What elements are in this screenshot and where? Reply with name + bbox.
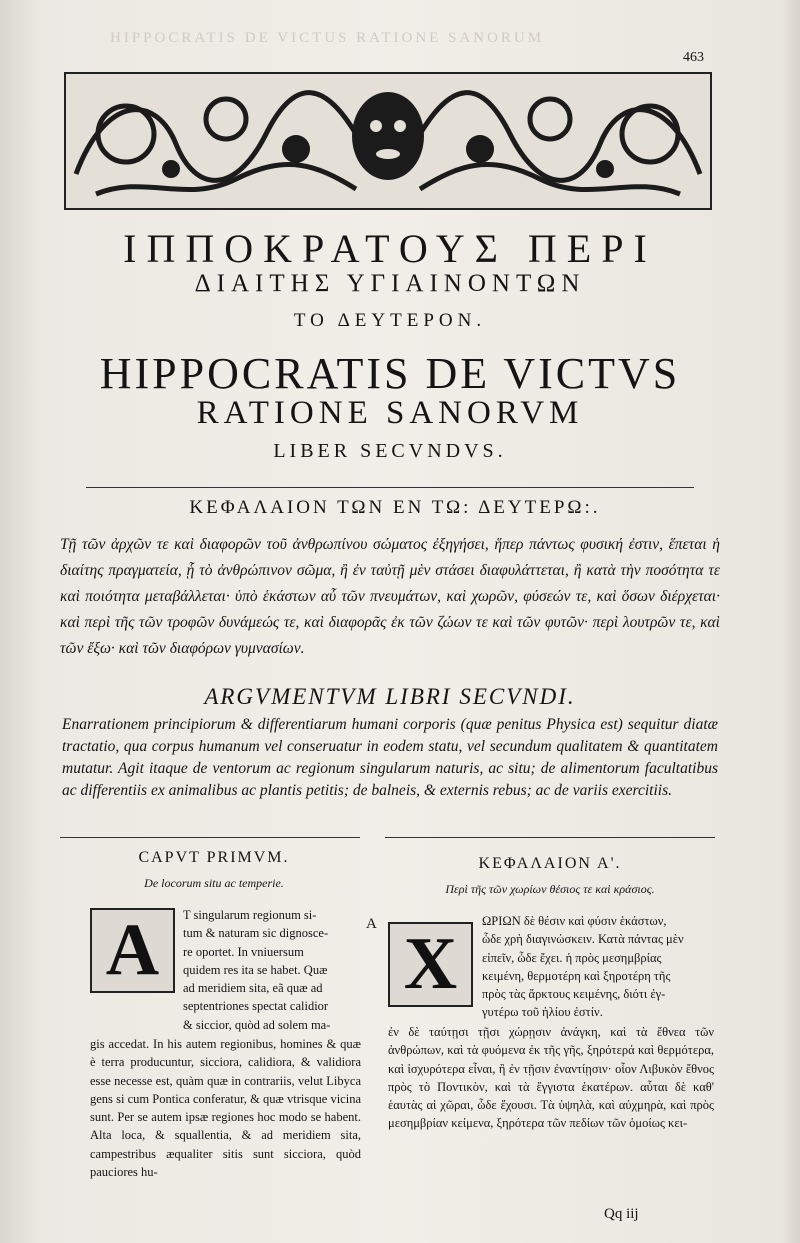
- left-column-first-lines: [183, 906, 361, 1034]
- argument-heading: ARGVMENTVM LIBRI SECVNDI.: [204, 684, 576, 709]
- right-column-first-lines: [482, 912, 714, 1022]
- greek-title-line-3: ΤΟ ΔΕΥΤΕΡΟΝ.: [293, 310, 487, 331]
- kefalaion-heading: ΚΕΦΑΛΑΙΟΝ ΤΩΝ ΕΝ ΤΩ: ΔΕΥΤΕΡΩ:.: [189, 497, 601, 518]
- right-line: ὧδε χρὴ διαγινώσκειν. Κατὰ πάντας μὲν: [482, 932, 684, 947]
- right-drop-cap: [388, 922, 473, 1007]
- left-line: re oportet. In vniuersum: [183, 944, 304, 959]
- greek-summary: Τῇ τῶν ἀρχῶν τε καὶ διαφορῶν τοῦ ἀνθρωπίνου σώματος ἐξηγήσει, ἥπερ πάντως φυσική ἐστιν, ἕπεται ἡ διαίτης πραγματεία, ᾗ τὸ ἀνθρώπινον σῶμα, ἢ ἐν ταὐτῇ μὲν στάσει διαφυλάττεται, ἢ κατὰ τὴν ποσότητα τε καὶ ποιότητα μεταβάλλεται· ὑπὸ ἑκάστων αὖ τῶν πνευμάτων, καὶ χωρῶν, φύσεών τε, καὶ ὅσων διέρχεται· καὶ περὶ τῆς τῶν τροφῶν δυνάμεώς τε, καὶ διαφορᾶς ἐκ τῶν ζώων τε καὶ τῶν φυτῶν· περὶ λουτρῶν τε, καὶ τῶν ἔξω· καὶ τῶν διαφόρων γυμνασίων.: [60, 536, 720, 657]
- left-line: tum & naturam sic dignosce-: [183, 926, 329, 941]
- signature-mark: Qq iij: [604, 1206, 639, 1222]
- right-line: γυτέρω τοῦ ἡλίου ἐστίν.: [482, 1005, 603, 1020]
- greek-title-line-2: ΔΙΑΙΤΗΣ ΥΓΙΑΙΝΟΝΤΩΝ: [194, 270, 586, 297]
- page-number: 463: [683, 50, 704, 65]
- bleed-through-header: HIPPOCRATIS DE VICTUS RATIONE SANORUM: [110, 30, 545, 46]
- right-line: ΩΡΙΩΝ δὲ θέσιν καὶ φύσιν ἑκάστων,: [482, 914, 667, 928]
- latin-title-line-1: HIPPOCRATIS DE VICTVS: [99, 349, 681, 398]
- right-chapter-heading: ΚΕΦΑΛΑΙΟΝ Α'.: [478, 855, 622, 872]
- right-drop-cap-letter: X: [403, 923, 458, 1005]
- left-line: T singularum regionum si-: [183, 908, 317, 922]
- left-column-divider: [60, 837, 360, 838]
- latin-title-line-3: LIBER SECVNDVS.: [273, 440, 507, 462]
- left-chapter-heading: CAPVT PRIMVM.: [138, 849, 290, 866]
- left-line: & siccior, quòd ad solem ma-: [183, 1017, 331, 1032]
- right-column-body: ἐν δὲ ταύτῃσι τῇσι χώρῃσιν ἀνάγκη, καὶ τὰ ἔθνεα τῶν ἀνθρώπων, καὶ τὰ φυόμενα ἐκ τῆς γῆς, ξηρότερά καὶ θερμότερα, καὶ ἰσχυρότερα εἶναι, ἢ ἐν τῇσιν ἐναντίῃσιν· οἷον Λιβυκὸν ἔθνος πρὸς τὸ Ποντικὸν, καὶ τὰ ἔγγιστα ἑκατέρων. αὗται δὲ καθ' ἑαυτὰς αἱ χῶραι, ὧδε ἔχουσι. Τὰ ὑψηλὰ, καὶ αὐχμηρὰ, καὶ πρὸς μεσημβρίαν κείμενα, ξηρότερα τῶν πεδίων τῶν ὁμοίως κει-: [388, 1025, 714, 1131]
- margin-letter: A: [366, 916, 377, 932]
- right-chapter-subheading: Περὶ τῆς τῶν χωρίων θέσιος τε καὶ κράσιος.: [445, 882, 655, 896]
- argument-text: Enarrationem principiorum & differentiarum humani corporis (quæ penitus Physica est) sequitur diatæ tractatio, qua corpus humanum vel conseruatur in eodem statu, vel secundum qualitatem & quantitatem mutatur. Agit itaque de ventorum ac regionum singularum naturis, ac situ; de alimentorum facultatibus ac differentiis ex animalibus ac plantis petitis; de balneis, & externis rebus; ac de variis exercitiis.: [62, 716, 718, 799]
- title-divider: [86, 487, 694, 488]
- latin-title-line-2: RATIONE SANORVM: [196, 395, 584, 431]
- left-column-body: gis accedat. In his autem regionibus, homines & quæ è terra producuntur, sicciora, calidiora, & validiora esse necesse est, quàm quæ in contrariis, velut Libyca gens si cum Pontica conferatur, & quæ vtrisque vicina sunt. Per se autem ipsæ regiones hoc modo se habent. Alta loca, & squallentia, & ad meridiem sita, campestribus æqualiter sitis sunt sicciora, quòd pauciores hu-: [90, 1037, 361, 1180]
- left-line: ad meridiem sita, eã quæ ad: [183, 981, 323, 996]
- right-column-divider: [385, 837, 715, 838]
- foliage-ornament-icon: [66, 74, 710, 208]
- left-drop-cap: [90, 908, 175, 993]
- left-line: septentriones spectat calidior: [183, 999, 329, 1014]
- left-line: quidem res ita se habet. Quæ: [183, 962, 328, 977]
- greek-title-line-1: ΙΠΠΟΚΡΑΤΟΥΣ ΠΕΡΙ: [123, 226, 657, 271]
- left-drop-cap-letter: A: [105, 909, 160, 991]
- right-line: κειμένη, θερμοτέρη καὶ ξηροτέρη τῆς: [482, 968, 671, 983]
- right-line: πρὸς τὰς ἄρκτους κειμένης, διότι ἐγ-: [482, 987, 666, 1002]
- right-line: εἰπεῖν, ὧδε ἔχει. ἡ πρὸς μεσημβρίας: [482, 950, 662, 965]
- left-chapter-subheading: De locorum situ ac temperie.: [144, 876, 284, 890]
- ornamental-headpiece: [64, 72, 712, 210]
